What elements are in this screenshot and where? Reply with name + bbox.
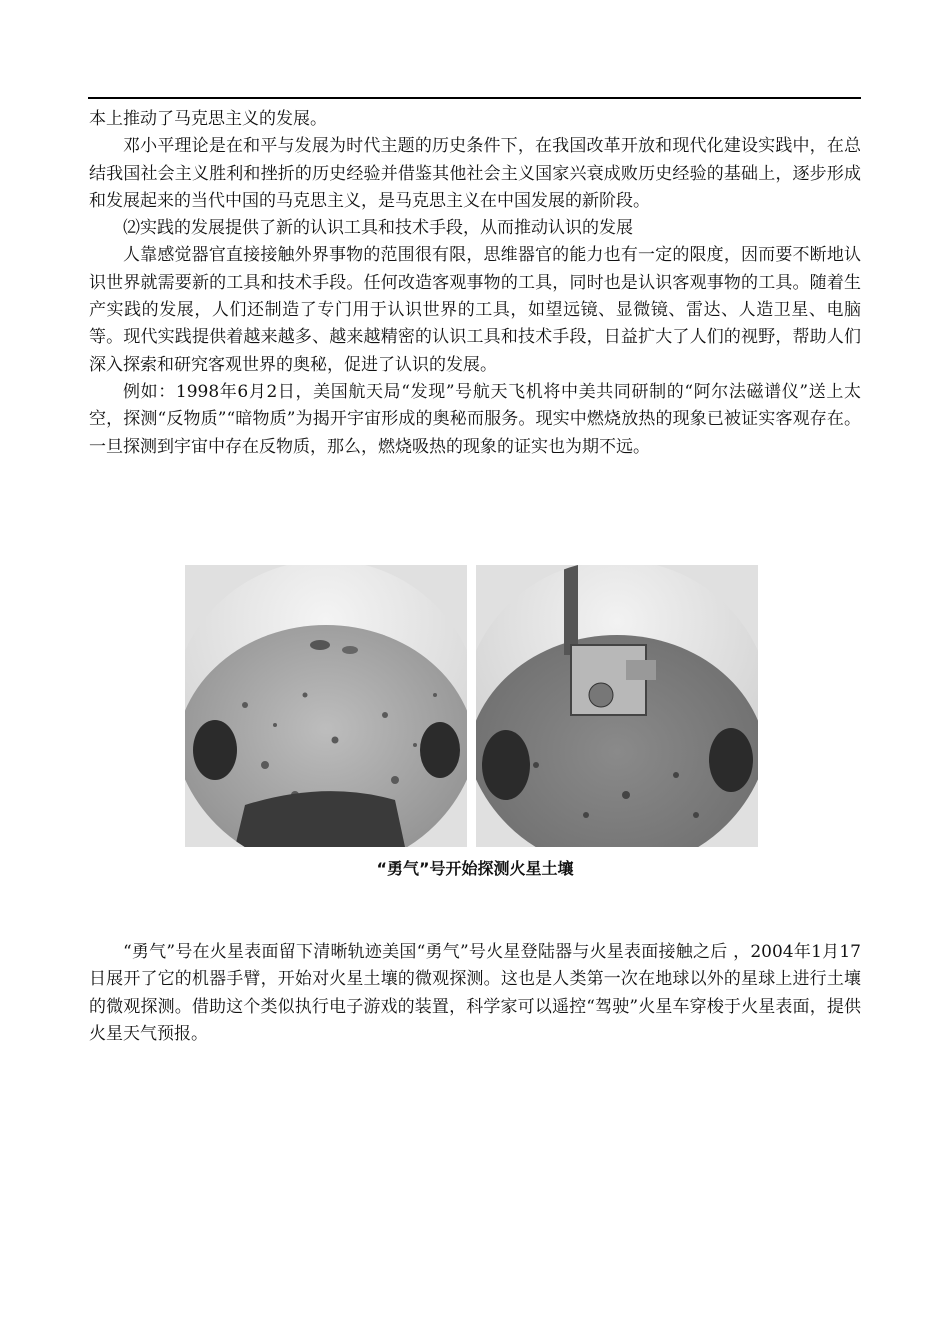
section-heading: ⑵实践的发展提供了新的认识工具和技术手段，从而推动认识的发展	[123, 218, 633, 239]
paragraph-continuation: 本上推动了马克思主义的发展。	[89, 109, 327, 129]
header-rule	[88, 97, 861, 99]
mars-figure	[185, 565, 760, 847]
paragraph-deng-theory: 邓小平理论是在和平与发展为时代主题的历史条件下，在我国改革开放和现代化建设实践中，在总结我国社会主义胜利和挫折的历史经验并借鉴其他社会主义国家兴衰成败历史经验的基础上，逐步形成和发展起来的当代中国的马克思主义，是马克思主义在中国发展的新阶段。	[89, 136, 861, 211]
paragraph-example: 例如：1998年6月2日，美国航天局“发现”号航天飞机将中美共同研制的“阿尔法磁谱仪”送上太空，探测“反物质”“暗物质”为揭开宇宙形成的奥秘而服务。现实中燃烧放热的现象已被证实客观存在。一旦探测到宇宙中存在反物质，那么，燃烧吸热的现象的证实也为期不远。	[89, 381, 861, 457]
figure-caption: “勇气”号开始探测火星土壤	[376, 859, 574, 878]
paragraph-spirit-rover: “勇气”号在火星表面留下清晰轨迹美国“勇气”号火星登陆器与火星表面接触之后 ，2004年1月17日展开了它的机器手臂，开始对火星土壤的微观探测。这也是人类第一次在地球以外的星球上进行土壤的微观探测。借助这个类似执行电子游戏的装置，科学家可以遥控“驾驶”火星车穿梭于火星表面，提供火星天气预报。	[89, 942, 861, 1044]
text-block-bottom	[89, 939, 861, 1048]
mars-surface-photo-left	[185, 565, 467, 847]
text-block-top	[89, 106, 861, 461]
paragraph-tools: 人靠感觉器官直接接触外界事物的范围很有限，思维器官的能力也有一定的限度，因而要不断地认识世界就需要新的工具和技术手段。任何改造客观事物的工具，同时也是认识客观事物的工具。随着生产实践的发展，人们还制造了专门用于认识世界的工具，如望远镜、显微镜、雷达、人造卫星、电脑等。现代实践提供着越来越多、越来越精密的认识工具和技术手段，日益扩大了人们的视野，帮助人们深入探索和研究客观世界的奥秘，促进了认识的发展。	[89, 245, 861, 375]
mars-surface-photo-right	[476, 565, 758, 847]
